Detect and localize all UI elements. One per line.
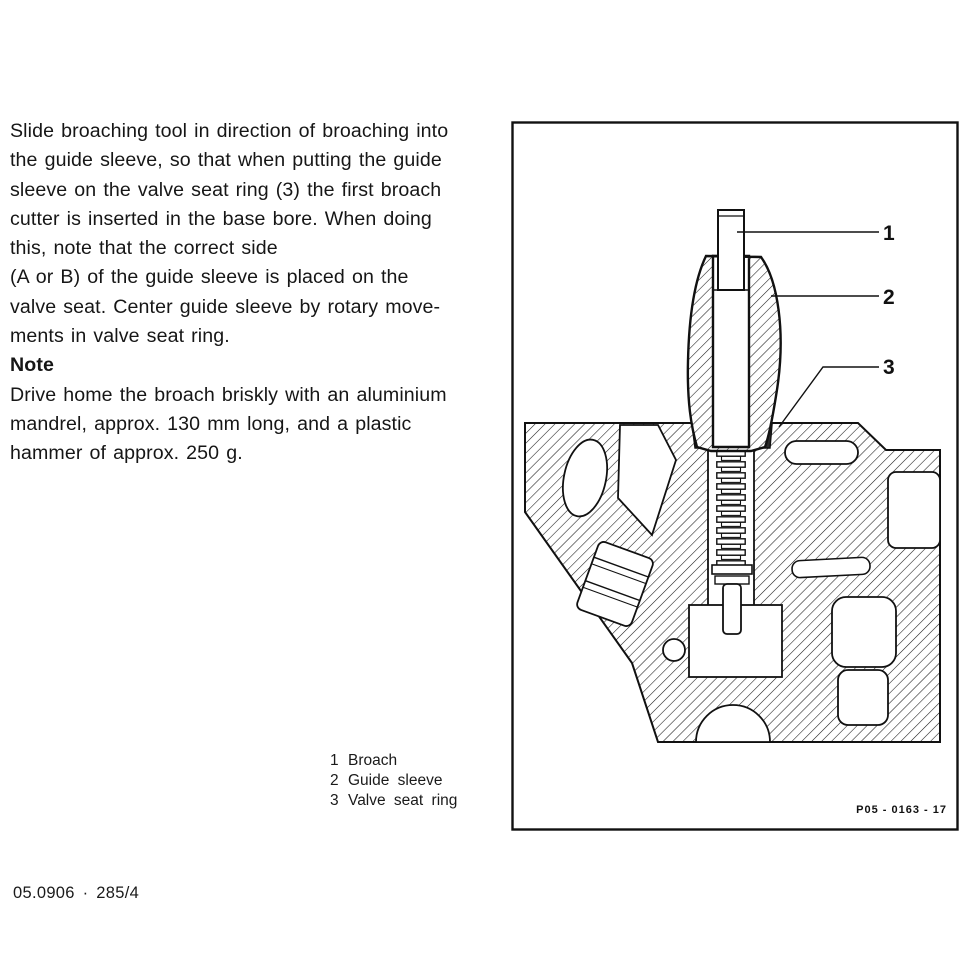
legend-number: 2	[330, 772, 339, 790]
instruction-text-block	[10, 117, 480, 469]
legend-label: Valve seat ring	[348, 792, 458, 810]
figure-legend	[330, 751, 457, 812]
bolt-hole	[663, 639, 685, 661]
legend-number: 1	[330, 752, 339, 769]
legend-number: 3	[330, 792, 339, 810]
instruction-line: the guide sleeve, so that when putting the guide	[10, 149, 442, 172]
broach-shank	[713, 210, 749, 290]
legend-label: Guide sleeve	[348, 772, 443, 790]
figure-code: P05 - 0163 - 17	[856, 804, 947, 816]
callout-2-label: 2	[883, 286, 895, 309]
instruction-line: cutter is inserted in the base bore. When doing	[10, 207, 432, 230]
figure-technical-drawing	[511, 121, 959, 831]
instruction-line: valve seat. Center guide sleeve by rotary move-	[10, 295, 441, 318]
instruction-line: sleeve on the valve seat ring (3) the first broach	[10, 178, 442, 201]
callout-3-label: 3	[883, 356, 895, 379]
instruction-line: ments in valve seat ring.	[10, 325, 230, 348]
cavity-right	[888, 472, 940, 548]
oil-gallery-slot	[792, 557, 871, 578]
note-line: hammer of approx. 250 g.	[10, 442, 243, 465]
page-number: 05.0906 · 285/4	[13, 884, 140, 902]
legend-label: Broach	[348, 752, 398, 769]
instruction-line: this, note that the correct side	[10, 237, 278, 260]
note-heading: Note	[10, 354, 54, 377]
callout-1-label: 1	[883, 222, 895, 245]
water-jacket-slot-right	[785, 441, 858, 464]
broach-tip	[723, 584, 741, 634]
port-lower-right	[832, 597, 896, 667]
legend-item-broach	[330, 751, 457, 771]
legend-item-guide-sleeve	[330, 771, 457, 791]
cylinder-head-cross-section	[511, 121, 959, 831]
note-line: Drive home the broach briskly with an aluminium	[10, 383, 447, 406]
instruction-line: Slide broaching tool in direction of broaching into	[10, 120, 449, 142]
legend-item-valve-seat-ring	[330, 791, 457, 811]
instruction-line: (A or B) of the guide sleeve is placed on the	[10, 266, 409, 289]
note-line: mandrel, approx. 130 mm long, and a plastic	[10, 412, 412, 435]
port-bottom-right	[838, 670, 888, 725]
